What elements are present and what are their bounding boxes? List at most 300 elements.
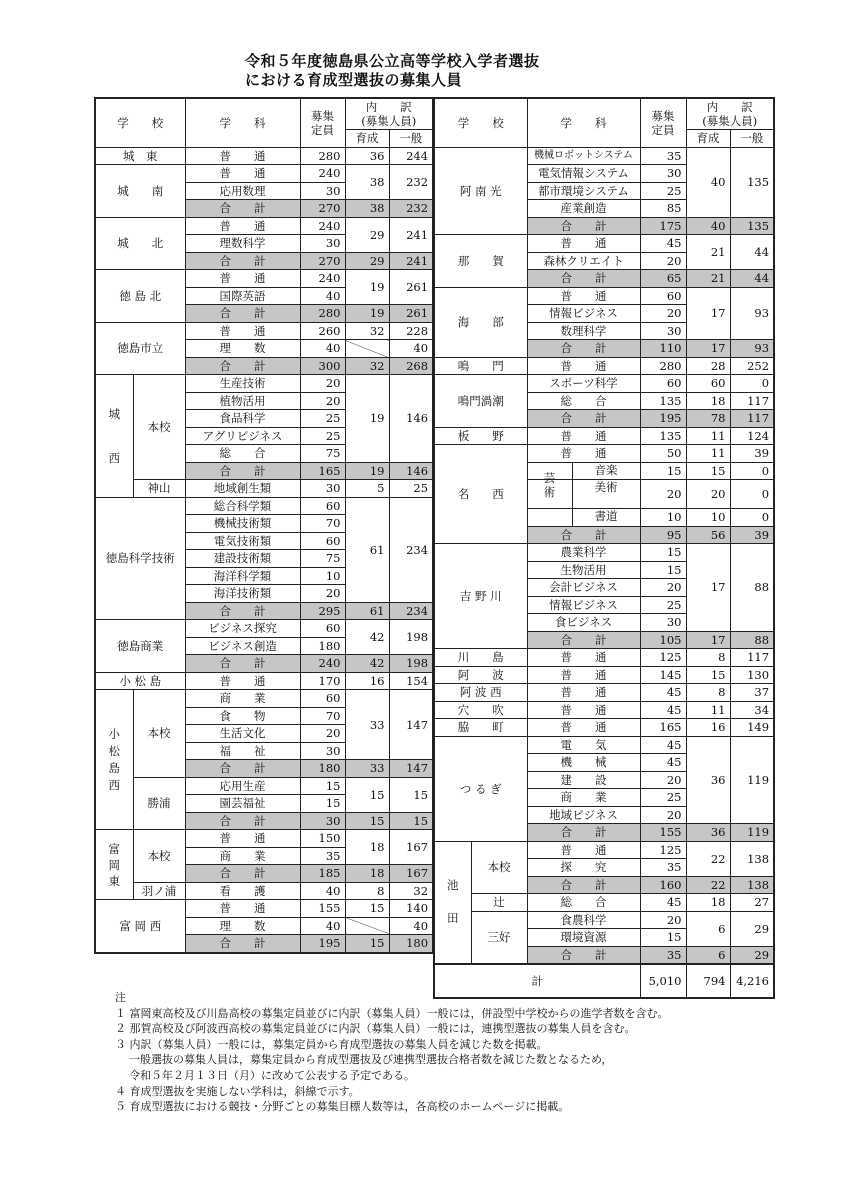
capacity: 60 — [300, 620, 345, 638]
ikusei: 15 — [345, 777, 389, 812]
ikusei: 16 — [345, 672, 389, 690]
dept: 普 通 — [527, 666, 640, 684]
dept: 普 通 — [527, 684, 640, 702]
table-row — [434, 357, 774, 375]
total-ikusei: 22 — [686, 876, 730, 894]
dept: 福 祉 — [185, 742, 300, 760]
header-capacity: 募集 定員 — [300, 98, 345, 147]
total-ippan: 232 — [389, 200, 433, 218]
capacity: 45 — [640, 754, 686, 772]
ippan: 32 — [389, 882, 433, 900]
dept: 総 合 — [527, 392, 640, 410]
capacity: 35 — [640, 859, 686, 877]
table-row — [434, 666, 774, 684]
total-label: 合 計 — [185, 357, 300, 375]
dept: 植物活用 — [185, 392, 300, 410]
capacity: 75 — [300, 445, 345, 463]
table-row — [95, 480, 433, 498]
capacity: 85 — [640, 200, 686, 218]
total-ikusei: 42 — [345, 655, 389, 673]
notes — [115, 990, 669, 1115]
table-row — [95, 900, 433, 918]
total-label: 合 計 — [185, 865, 300, 883]
capacity: 20 — [640, 305, 686, 323]
ikusei: 38 — [345, 165, 389, 200]
total-capacity: 165 — [300, 462, 345, 480]
capacity: 60 — [300, 532, 345, 550]
dept: 食 物 — [185, 707, 300, 725]
capacity: 20 — [300, 392, 345, 410]
ippan: 154 — [389, 672, 433, 690]
table-row — [95, 217, 433, 235]
capacity: 60 — [640, 375, 686, 393]
dept: 都市環境システム — [527, 182, 640, 200]
ippan: 37 — [730, 684, 774, 702]
ippan: 135 — [730, 147, 774, 217]
ikusei: 42 — [345, 620, 389, 655]
ippan: 198 — [389, 620, 433, 655]
capacity: 45 — [640, 701, 686, 719]
notes-heading: 注 — [115, 991, 126, 1004]
dept: 機 械 — [527, 754, 640, 772]
capacity: 20 — [640, 806, 686, 824]
ippan: 244 — [389, 147, 433, 165]
school-name: 富 岡 東 — [95, 830, 133, 900]
grand-total-ippan: 4,216 — [730, 964, 774, 998]
dept: 普 通 — [527, 357, 640, 375]
ikusei: 16 — [686, 719, 730, 737]
ikusei: 36 — [686, 736, 730, 824]
campus-name: 本校 — [133, 690, 185, 778]
total-ikusei: 19 — [345, 462, 389, 480]
total-label: 合 計 — [527, 824, 640, 842]
ikusei: 11 — [686, 427, 730, 445]
header-breakdown: 内 訳 (募集人員) — [345, 98, 433, 130]
note-2: ２ 那賀高校及び阿波西高校の募集定員並びに内訳（募集人員）一般には，連携型選抜の募集人員を含む。 — [115, 1022, 636, 1036]
dept: 電気情報システム — [527, 165, 640, 183]
ikusei: 8 — [686, 649, 730, 667]
dept: 総 合 — [185, 445, 300, 463]
total-ikusei: 15 — [345, 812, 389, 830]
total-ippan: 138 — [730, 876, 774, 894]
dept: 食ビジネス — [527, 614, 640, 632]
total-capacity: 95 — [640, 526, 686, 544]
total-label: 合 計 — [185, 935, 300, 953]
total-ippan: 44 — [730, 270, 774, 288]
total-ippan: 198 — [389, 655, 433, 673]
dept: 食品科学 — [185, 410, 300, 428]
capacity: 20 — [300, 725, 345, 743]
total-label: 合 計 — [527, 270, 640, 288]
capacity: 15 — [300, 795, 345, 813]
total-label: 合 計 — [185, 462, 300, 480]
dept: 普 通 — [527, 235, 640, 253]
dept: 普 通 — [527, 445, 640, 463]
ippan: 147 — [389, 690, 433, 760]
ikusei: 22 — [686, 841, 730, 876]
capacity: 20 — [640, 911, 686, 929]
school-name: 吉 野 川 — [434, 544, 527, 649]
dept: 美術 — [572, 480, 640, 508]
capacity: 170 — [300, 672, 345, 690]
capacity: 30 — [300, 480, 345, 498]
capacity: 45 — [640, 235, 686, 253]
school-name: 那 賀 — [434, 235, 527, 288]
table-row — [95, 882, 433, 900]
note-3-line2: 一般選抜の募集人員は，募集定員から育成型選抜及び連携型選抜合格者数を減じた数となるため， — [129, 1053, 613, 1067]
ikusei: 19 — [345, 270, 389, 305]
table-row — [434, 701, 774, 719]
dept: 生物活用 — [527, 561, 640, 579]
dept: 応用生産 — [185, 777, 300, 795]
school-name: 名 西 — [434, 445, 527, 544]
ippan: 44 — [730, 235, 774, 270]
total-ippan: 146 — [389, 462, 433, 480]
table-row — [434, 719, 774, 737]
total-capacity: 195 — [640, 410, 686, 428]
total-ippan: 39 — [730, 526, 774, 544]
capacity: 45 — [640, 684, 686, 702]
table-row — [95, 165, 433, 183]
dept: 情報ビジネス — [527, 596, 640, 614]
capacity: 25 — [640, 182, 686, 200]
school-name: 徳島科学技術 — [95, 497, 185, 620]
ippan: 34 — [730, 701, 774, 719]
dept: 生活文化 — [185, 725, 300, 743]
campus-name: 本校 — [471, 841, 527, 894]
page-title-line1: 令和５年度徳島県公立高等学校入学者選抜 — [245, 52, 540, 70]
total-ikusei: 17 — [686, 340, 730, 358]
capacity: 125 — [640, 841, 686, 859]
ippan: 119 — [730, 736, 774, 824]
total-ikusei: 33 — [345, 760, 389, 778]
capacity: 30 — [300, 235, 345, 253]
dept: 海洋技術類 — [185, 585, 300, 603]
table-row — [434, 287, 774, 305]
campus-name: 神山 — [133, 480, 185, 498]
dept: 会計ビジネス — [527, 579, 640, 597]
table-row — [434, 841, 774, 859]
total-capacity: 35 — [640, 946, 686, 964]
total-label: 合 計 — [527, 631, 640, 649]
total-ikusei: 56 — [686, 526, 730, 544]
school-name: 川 島 — [434, 649, 527, 667]
table-row — [95, 322, 433, 340]
capacity: 25 — [640, 596, 686, 614]
capacity: 180 — [300, 637, 345, 655]
table-row — [95, 830, 433, 848]
table-row — [95, 147, 433, 165]
capacity: 35 — [300, 847, 345, 865]
total-ippan: 119 — [730, 824, 774, 842]
dept: 地域創生類 — [185, 480, 300, 498]
total-ikusei: 19 — [345, 305, 389, 323]
capacity: 125 — [640, 649, 686, 667]
school-name: 板 野 — [434, 427, 527, 445]
capacity: 135 — [640, 427, 686, 445]
table-row — [434, 445, 774, 463]
total-capacity: 240 — [300, 655, 345, 673]
ippan: 117 — [730, 649, 774, 667]
total-capacity: 65 — [640, 270, 686, 288]
ikusei: 15 — [686, 462, 730, 480]
ikusei: 32 — [345, 322, 389, 340]
ippan: 15 — [389, 777, 433, 812]
ippan: 0 — [730, 375, 774, 393]
total-label: 合 計 — [527, 526, 640, 544]
school-name: 小 松 島 — [95, 672, 185, 690]
capacity: 40 — [300, 882, 345, 900]
total-ippan: 167 — [389, 865, 433, 883]
dept: 商 業 — [185, 847, 300, 865]
capacity: 20 — [300, 375, 345, 393]
ikusei: 18 — [686, 392, 730, 410]
header-ikusei: 育成 — [686, 130, 730, 148]
total-label: 合 計 — [527, 340, 640, 358]
dept: 普 通 — [185, 900, 300, 918]
dept: 普 通 — [527, 649, 640, 667]
dept: 普 通 — [527, 701, 640, 719]
total-capacity: 270 — [300, 252, 345, 270]
ikusei: 33 — [345, 690, 389, 760]
header-capacity: 募集 定員 — [640, 98, 686, 147]
header-school: 学 校 — [434, 98, 527, 147]
school-name: 徳島商業 — [95, 620, 185, 673]
total-ikusei: 29 — [345, 252, 389, 270]
campus-name: 羽ノ浦 — [133, 882, 185, 900]
campus-name: 三好 — [471, 911, 527, 964]
dept: 探 究 — [527, 859, 640, 877]
dept: 普 通 — [185, 147, 300, 165]
capacity: 40 — [300, 340, 345, 358]
capacity: 135 — [640, 392, 686, 410]
total-capacity: 280 — [300, 305, 345, 323]
ippan: 27 — [730, 894, 774, 912]
capacity: 30 — [300, 742, 345, 760]
total-ippan: 88 — [730, 631, 774, 649]
school-name: 阿 波 西 — [434, 684, 527, 702]
capacity: 30 — [640, 165, 686, 183]
dept: 普 通 — [527, 719, 640, 737]
ikusei: 40 — [686, 147, 730, 217]
dept: 普 通 — [185, 672, 300, 690]
grand-total-label: 計 — [434, 964, 640, 998]
total-ippan: 241 — [389, 252, 433, 270]
table-row — [95, 375, 433, 393]
header-row — [434, 98, 774, 130]
ippan: 241 — [389, 217, 433, 252]
dept: 情報ビジネス — [527, 305, 640, 323]
header-ippan: 一般 — [730, 130, 774, 148]
school-name: 池 田 — [434, 841, 471, 964]
capacity: 15 — [300, 777, 345, 795]
total-capacity: 160 — [640, 876, 686, 894]
ippan: 234 — [389, 497, 433, 602]
total-label: 合 計 — [527, 876, 640, 894]
dept: 理 数 — [185, 340, 300, 358]
total-label: 合 計 — [527, 410, 640, 428]
dept: 商 業 — [185, 690, 300, 708]
ippan: 29 — [730, 911, 774, 946]
ikusei: 20 — [686, 480, 730, 509]
dept: 環境資源 — [527, 929, 640, 947]
grand-total-ikusei: 794 — [686, 964, 730, 998]
dept-geijutsu-calligraphy — [527, 509, 640, 527]
total-ippan: 117 — [730, 410, 774, 428]
total-label: 合 計 — [185, 305, 300, 323]
note-3-line3: 令和５年２月１３日（月）に改めて公表する予定である。 — [129, 1068, 415, 1082]
dept: 建設技術類 — [185, 550, 300, 568]
capacity: 15 — [640, 561, 686, 579]
note-5: ５ 育成型選抜における競技・分野ごとの募集目標人数等は，各高校のホームページに掲載。 — [115, 1100, 570, 1114]
dept: 普 通 — [527, 427, 640, 445]
campus-name: 勝浦 — [133, 777, 185, 830]
total-ikusei: 40 — [686, 217, 730, 235]
table-row — [434, 911, 774, 929]
capacity: 260 — [300, 322, 345, 340]
school-name: つ る ぎ — [434, 736, 527, 841]
school-name: 城 西 — [95, 375, 133, 498]
total-ikusei: 15 — [345, 935, 389, 953]
capacity: 25 — [300, 410, 345, 428]
campus-name: 本校 — [133, 830, 185, 883]
dept: 数理科学 — [527, 322, 640, 340]
total-capacity: 30 — [300, 812, 345, 830]
dept: 建 設 — [527, 771, 640, 789]
header-ikusei: 育成 — [345, 130, 389, 148]
table-row — [434, 894, 774, 912]
dept: 普 通 — [185, 217, 300, 235]
dept: 総 合 — [527, 894, 640, 912]
table-row — [95, 672, 433, 690]
capacity: 50 — [640, 445, 686, 463]
note-4: ４ 育成型選抜を実施しない学科は，斜線で示す。 — [115, 1084, 360, 1098]
total-capacity: 110 — [640, 340, 686, 358]
total-ippan: 147 — [389, 760, 433, 778]
ikusei: 17 — [686, 287, 730, 340]
total-capacity: 185 — [300, 865, 345, 883]
ippan: 117 — [730, 392, 774, 410]
geijutsu-group: 芸 術 — [543, 471, 556, 499]
table-row — [95, 777, 433, 795]
ikusei: 36 — [345, 147, 389, 165]
total-label: 合 計 — [185, 602, 300, 620]
ikusei: 10 — [686, 509, 730, 527]
dept: スポーツ科学 — [527, 375, 640, 393]
total-capacity: 105 — [640, 631, 686, 649]
total-label: 合 計 — [185, 760, 300, 778]
school-name: 小 松 島 西 — [95, 690, 133, 830]
school-name: 鳴 門 — [434, 357, 527, 375]
capacity: 35 — [640, 147, 686, 165]
ippan: 149 — [730, 719, 774, 737]
not-applicable-slash — [345, 340, 389, 358]
dept: 書道 — [572, 509, 640, 526]
ikusei: 11 — [686, 701, 730, 719]
capacity: 280 — [640, 357, 686, 375]
ippan: 0 — [730, 480, 774, 509]
dept: 普 通 — [185, 322, 300, 340]
capacity: 60 — [640, 287, 686, 305]
school-name: 徳 島 北 — [95, 270, 185, 323]
dept: 応用数理 — [185, 182, 300, 200]
capacity: 25 — [300, 427, 345, 445]
capacity: 240 — [300, 217, 345, 235]
ippan: 140 — [389, 900, 433, 918]
school-name: 海 部 — [434, 287, 527, 357]
ippan: 232 — [389, 165, 433, 200]
capacity: 20 — [300, 585, 345, 603]
total-label: 合 計 — [185, 812, 300, 830]
total-capacity: 195 — [300, 935, 345, 953]
dept: 電気技術類 — [185, 532, 300, 550]
capacity: 145 — [640, 666, 686, 684]
ikusei: 18 — [345, 830, 389, 865]
ikusei: 60 — [686, 375, 730, 393]
total-ikusei: 38 — [345, 200, 389, 218]
capacity: 20 — [640, 771, 686, 789]
capacity: 60 — [300, 497, 345, 515]
dept: 電 気 — [527, 736, 640, 754]
capacity: 15 — [640, 929, 686, 947]
ikusei: 6 — [686, 911, 730, 946]
capacity: 40 — [300, 917, 345, 935]
capacity: 70 — [300, 707, 345, 725]
campus-name: 辻 — [471, 894, 527, 912]
school-name: 城 南 — [95, 165, 185, 218]
capacity: 70 — [300, 515, 345, 533]
ippan: 40 — [389, 917, 433, 935]
table-row — [95, 690, 433, 708]
dept: 食農科学 — [527, 911, 640, 929]
table-row — [434, 684, 774, 702]
dept: アグリビジネス — [185, 427, 300, 445]
capacity: 15 — [640, 544, 686, 562]
table-row — [95, 497, 433, 515]
ippan: 88 — [730, 544, 774, 632]
dept: 園芸福祉 — [185, 795, 300, 813]
capacity: 155 — [300, 900, 345, 918]
page-title-line2: における育成型選抜の募集人員 — [245, 71, 463, 89]
capacity: 240 — [300, 270, 345, 288]
capacity: 150 — [300, 830, 345, 848]
ippan: 146 — [389, 375, 433, 463]
school-name: 鳴門渦潮 — [434, 375, 527, 428]
total-capacity: 300 — [300, 357, 345, 375]
total-ikusei: 32 — [345, 357, 389, 375]
dept: 農業科学 — [527, 544, 640, 562]
total-label: 合 計 — [527, 217, 640, 235]
total-ikusei: 17 — [686, 631, 730, 649]
total-label: 合 計 — [185, 252, 300, 270]
table-row — [95, 270, 433, 288]
ikusei: 8 — [686, 684, 730, 702]
not-applicable-slash — [345, 917, 389, 935]
ippan: 252 — [730, 357, 774, 375]
total-ippan: 93 — [730, 340, 774, 358]
total-capacity: 295 — [300, 602, 345, 620]
header-dept: 学 科 — [527, 98, 640, 147]
capacity: 20 — [640, 579, 686, 597]
total-capacity: 175 — [640, 217, 686, 235]
total-ippan: 261 — [389, 305, 433, 323]
school-name: 穴 吹 — [434, 701, 527, 719]
total-ikusei: 21 — [686, 270, 730, 288]
total-ikusei: 61 — [345, 602, 389, 620]
ippan: 0 — [730, 462, 774, 480]
capacity: 10 — [640, 509, 686, 527]
capacity: 20 — [640, 252, 686, 270]
